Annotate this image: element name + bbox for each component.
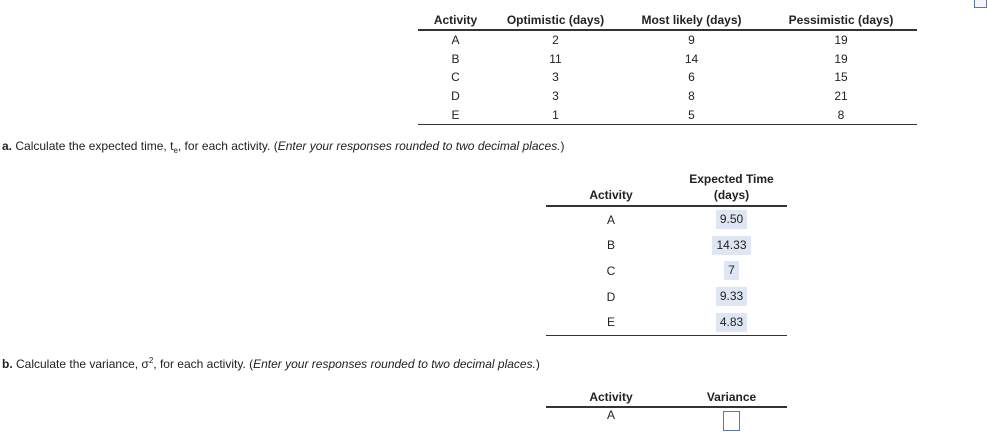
cell-most-likely: 5 [688,107,695,122]
answer-a-value-cell [676,258,787,284]
expected-time-table [546,171,787,336]
answer-b-value-cell [676,407,787,434]
question-b-text: Calculate the variance, σ [12,357,149,371]
cell-pessimistic: 8 [837,107,845,122]
cell-optimistic: 3 [552,89,559,104]
cell-activity: D [451,89,460,104]
question-b-superscript: 2 [148,356,154,365]
header-pessimistic: Pessimistic (days) [788,12,894,27]
table-row [418,105,917,124]
question-b [2,356,540,371]
answer-a-activity: A [606,212,615,227]
question-a-text-after: , for each activity. ( [177,139,278,153]
cell-activity: C [451,70,460,85]
cell-most-likely: 14 [684,51,699,66]
answer-a-activity: B [606,238,615,253]
answer-a-value-cell [676,284,787,310]
cell-optimistic: 3 [552,70,559,85]
expected-time-answer[interactable]: 7 [724,261,739,280]
question-a [2,139,565,155]
variance-input[interactable] [723,411,740,431]
answer-b-header-activity: Activity [589,390,633,404]
data-table-header-row [418,10,917,30]
cell-activity: E [451,107,460,122]
variance-table [546,388,787,434]
answer-a-header-activity: Activity [589,188,633,202]
cell-activity: B [451,51,460,66]
cell-most-likely: 9 [688,33,695,48]
cell-most-likely: 8 [688,89,695,104]
table-row [546,407,787,434]
table-row [418,87,917,106]
table-row [418,30,917,50]
corner-expand-icon[interactable] [974,0,987,8]
expected-time-label: Expected Time [689,172,774,186]
table-row [546,258,787,284]
question-a-close: ) [560,139,565,153]
answer-b-header-row [546,388,787,407]
answer-a-header-expected-time [676,171,787,206]
cell-activity: A [451,33,460,48]
header-optimistic: Optimistic (days) [506,12,605,27]
answer-a-activity: E [606,315,615,330]
answer-a-activity: D [606,289,616,304]
table-row [418,50,917,69]
cell-optimistic: 11 [549,51,562,66]
cell-optimistic: 1 [552,107,559,122]
answer-a-header-row [546,171,787,206]
expected-time-answer[interactable]: 9.33 [716,287,747,306]
answer-a-value-cell [676,206,787,233]
expected-time-answer[interactable]: 4.83 [716,313,747,332]
question-a-subscript: e [173,146,178,155]
question-a-label: a. [2,139,13,153]
question-a-instruction: Enter your responses rounded to two decimal places. [277,139,561,153]
expected-time-unit: (days) [713,188,750,202]
question-b-instruction: Enter your responses rounded to two decimal places. [253,357,536,371]
cell-optimistic: 2 [552,33,559,48]
header-activity: Activity [433,12,478,27]
answer-a-value-cell [676,309,787,335]
answer-b-header-variance: Variance [706,390,757,404]
table-row [546,284,787,310]
table-row [546,309,787,335]
table-row [546,206,787,233]
expected-time-answer[interactable]: 9.50 [716,210,747,229]
header-most-likely: Most likely (days) [641,12,742,27]
table-row [418,68,917,87]
question-b-text-after: , for each activity. ( [153,357,254,371]
question-b-label: b. [2,357,13,371]
table-row [546,233,787,259]
question-a-text: Calculate the expected time, t [12,139,174,153]
answer-b-activity: A [606,408,615,422]
cell-pessimistic: 15 [834,70,848,85]
expected-time-answer[interactable]: 14.33 [712,236,750,255]
cell-pessimistic: 19 [834,51,848,66]
cell-pessimistic: 21 [834,89,848,104]
question-b-close: ) [535,357,540,371]
answer-a-value-cell [676,233,787,259]
activity-data-table [418,10,917,125]
answer-a-activity: C [606,263,616,278]
cell-most-likely: 6 [688,70,695,85]
cell-pessimistic: 19 [834,33,848,48]
